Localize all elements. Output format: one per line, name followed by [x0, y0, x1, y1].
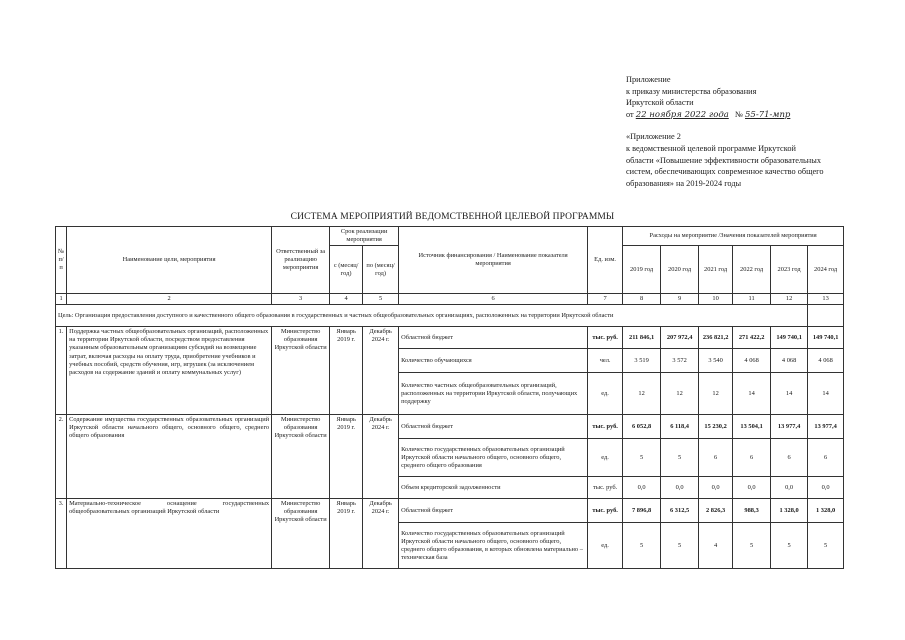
event-value: 0,0 — [623, 477, 661, 499]
event-value: 7 896,8 — [623, 499, 661, 523]
column-number: 13 — [808, 294, 844, 305]
appendix2-line: систем, обеспечивающих современное качество общего — [626, 167, 824, 177]
event-responsible: Министерство образования Иркутской области — [272, 499, 330, 569]
column-number: 4 — [330, 294, 363, 305]
header-year: 2023 год — [771, 246, 808, 294]
event-value: 149 740,1 — [808, 327, 844, 349]
event-value: 12 — [661, 373, 699, 415]
event-value: 4 068 — [808, 349, 844, 373]
event-unit: чел. — [588, 349, 623, 373]
event-value: 15 230,2 — [699, 415, 733, 439]
appendix2-line: образования» на 2019-2024 годы — [626, 178, 742, 188]
column-number: 8 — [623, 294, 661, 305]
document-title: СИСТЕМА МЕРОПРИЯТИЙ ВЕДОМСТВЕННОЙ ЦЕЛЕВОЙ ПРОГРАММЫ — [290, 212, 615, 222]
event-indicator: Количество обучающихся — [399, 349, 588, 373]
column-number: 10 — [699, 294, 733, 305]
handwritten-date: 22 ноября 2022 года — [635, 109, 729, 120]
event-unit: тыс. руб. — [588, 327, 623, 349]
event-unit: тыс. руб. — [588, 477, 623, 499]
date-prefix: от — [626, 109, 634, 119]
event-value: 6 118,4 — [661, 415, 699, 439]
event-value: 988,3 — [733, 499, 771, 523]
event-value: 12 — [699, 373, 733, 415]
column-number: 3 — [272, 294, 330, 305]
event-from: Январь 2019 г. — [330, 415, 363, 499]
event-responsible: Министерство образования Иркутской области — [272, 327, 330, 415]
event-value: 149 740,1 — [771, 327, 808, 349]
event-from: Январь 2019 г. — [330, 499, 363, 569]
column-number: 5 — [363, 294, 399, 305]
event-value: 2 826,3 — [699, 499, 733, 523]
header-unit: Ед. изм. — [588, 227, 623, 294]
event-num: 2. — [56, 415, 67, 499]
event-value: 271 422,2 — [733, 327, 771, 349]
event-value: 13 504,1 — [733, 415, 771, 439]
event-value: 5 — [771, 523, 808, 569]
header-year: 2019 год — [623, 246, 661, 294]
event-value: 13 977,4 — [808, 415, 844, 439]
event-value: 5 — [808, 523, 844, 569]
event-value: 0,0 — [733, 477, 771, 499]
event-to: Декабрь 2024 г. — [363, 327, 399, 415]
event-value: 5 — [733, 523, 771, 569]
event-source: Областной бюджет — [399, 499, 588, 523]
event-value: 6 052,8 — [623, 415, 661, 439]
event-value: 6 — [733, 439, 771, 477]
event-indicator: Количество государственных образовательных организаций Иркутской области начального общего, основного общего, среднего общего образования, в которых обновлена материально – техническая база — [399, 523, 588, 569]
column-number: 11 — [733, 294, 771, 305]
event-value: 5 — [623, 523, 661, 569]
header-responsible: Ответственный за реализацию мероприятия — [272, 227, 330, 294]
header-from: с (месяц/ год) — [330, 246, 363, 294]
event-value: 6 — [771, 439, 808, 477]
event-value: 0,0 — [699, 477, 733, 499]
event-value: 5 — [661, 523, 699, 569]
event-from: Январь 2019 г. — [330, 327, 363, 415]
event-value: 207 972,4 — [661, 327, 699, 349]
column-number: 2 — [67, 294, 272, 305]
event-unit: тыс. руб. — [588, 415, 623, 439]
event-value: 0,0 — [771, 477, 808, 499]
event-value: 1 328,0 — [771, 499, 808, 523]
event-to: Декабрь 2024 г. — [363, 415, 399, 499]
event-value: 5 — [661, 439, 699, 477]
event-value: 13 977,4 — [771, 415, 808, 439]
event-value: 14 — [771, 373, 808, 415]
event-value: 0,0 — [808, 477, 844, 499]
event-value: 4 068 — [771, 349, 808, 373]
header-source: Источник финансирования / Наименование показателя мероприятия — [399, 227, 588, 294]
event-name: Содержание имущества государственных образовательных организаций Иркутской области начального общего, основного общего, среднего общего образования — [67, 415, 272, 499]
event-value: 4 — [699, 523, 733, 569]
appendix2-line: области «Повышение эффективности образовательных — [626, 155, 821, 165]
appendix-date-line — [626, 109, 896, 122]
column-number: 6 — [399, 294, 588, 305]
event-name: Материально-техническое оснащение государственных общеобразовательных организаций Иркутской области — [67, 499, 272, 569]
appendix-line: Приложение — [626, 75, 671, 84]
appendix-line: к приказу министерства образования — [626, 86, 757, 96]
header-year: 2020 год — [661, 246, 699, 294]
column-number: 7 — [588, 294, 623, 305]
goal-row-empty — [808, 305, 844, 327]
event-responsible: Министерство образования Иркутской области — [272, 415, 330, 499]
header-to: по (месяц/ год) — [363, 246, 399, 294]
event-name: Поддержка частных общеобразовательных организаций, расположенных на территории Иркутской области, посредством предоставления указанным образовательным организациям субсидий на возмещение затрат, включая расходы на оплату труда, приобретение учебников и учебных пособий, средств обучения, игр, игрушек (за исключением расходов на содержание зданий и оплату коммунальных услуг) — [67, 327, 272, 415]
event-value: 3 540 — [699, 349, 733, 373]
event-value: 1 328,0 — [808, 499, 844, 523]
events-table — [55, 226, 844, 569]
event-value: 5 — [623, 439, 661, 477]
event-unit: ед. — [588, 523, 623, 569]
event-unit: ед. — [588, 439, 623, 477]
header-name: Наименование цели, мероприятия — [67, 227, 272, 294]
event-value: 12 — [623, 373, 661, 415]
column-number: 9 — [661, 294, 699, 305]
event-value: 6 — [808, 439, 844, 477]
appendix-block — [626, 74, 896, 189]
event-value: 3 519 — [623, 349, 661, 373]
handwritten-number: 55-71-мпр — [745, 109, 791, 120]
event-value: 4 068 — [733, 349, 771, 373]
appendix2-line: «Приложение 2 — [626, 132, 681, 142]
event-value: 211 846,1 — [623, 327, 661, 349]
column-number: 1 — [56, 294, 67, 305]
event-unit: ед. — [588, 373, 623, 415]
goal-row: Цель: Организация предоставления доступного и качественного общего образования в государственных и частных общеобразовательных организациях, расположенных на территории Иркутской области — [56, 305, 808, 327]
header-year: 2022 год — [733, 246, 771, 294]
event-source: Областной бюджет — [399, 327, 588, 349]
header-num: № п/п — [56, 227, 67, 294]
column-number: 12 — [771, 294, 808, 305]
event-value: 6 312,5 — [661, 499, 699, 523]
header-expenses: Расходы на мероприятие /Значения показателей мероприятия — [623, 227, 844, 246]
event-indicator: Количество частных общеобразовательных организаций, расположенных на территории Иркутской области, получающих поддержку — [399, 373, 588, 415]
event-unit: тыс. руб. — [588, 499, 623, 523]
event-value: 0,0 — [661, 477, 699, 499]
number-prefix: № — [735, 109, 743, 119]
event-value: 236 821,2 — [699, 327, 733, 349]
appendix-line: Иркутской области — [626, 98, 694, 108]
event-source: Областной бюджет — [399, 415, 588, 439]
event-num: 3. — [56, 499, 67, 569]
header-term: Срок реализации мероприятия — [330, 227, 399, 246]
event-value: 6 — [699, 439, 733, 477]
event-to: Декабрь 2024 г. — [363, 499, 399, 569]
header-year: 2021 год — [699, 246, 733, 294]
event-value: 14 — [808, 373, 844, 415]
event-indicator: Объем кредиторской задолженности — [399, 477, 588, 499]
header-year: 2024 год — [808, 246, 844, 294]
event-num: 1. — [56, 327, 67, 415]
appendix2-line: к ведомственной целевой программе Иркутской — [626, 143, 796, 153]
event-indicator: Количество государственных образовательных организаций Иркутской области начального общего, основного общего, среднего общего образования — [399, 439, 588, 477]
event-value: 14 — [733, 373, 771, 415]
event-value: 3 572 — [661, 349, 699, 373]
